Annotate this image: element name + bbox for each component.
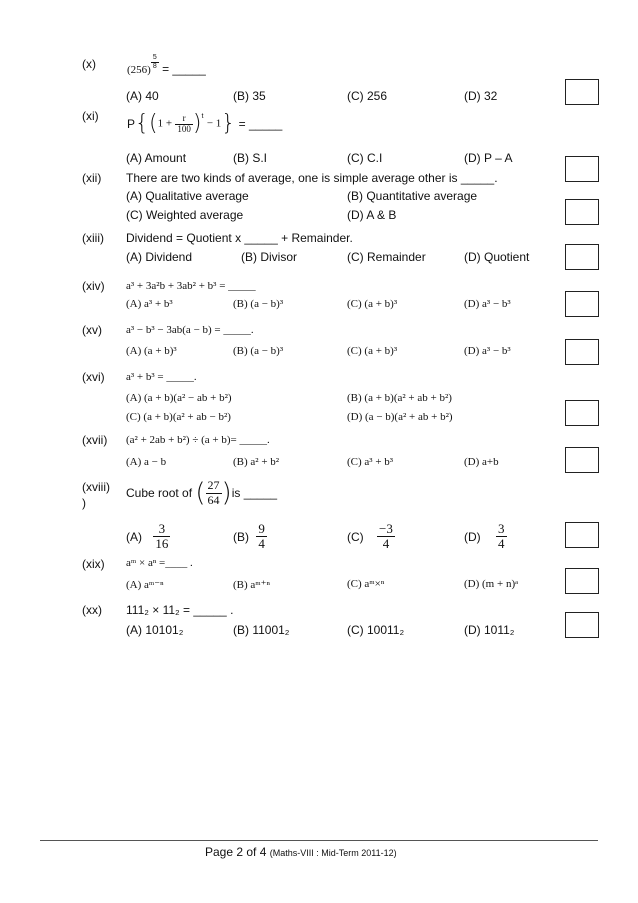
- frac-numerator: r: [175, 114, 193, 125]
- answer-box[interactable]: [565, 156, 599, 182]
- base: (256): [127, 64, 151, 76]
- frac-denominator: 100: [177, 123, 191, 134]
- option-fraction: [377, 522, 395, 552]
- option-c: (C) (a + b)³: [347, 345, 398, 357]
- answer-box[interactable]: [565, 612, 599, 638]
- frac-numerator: 3: [153, 522, 170, 537]
- question-number: (xx): [82, 603, 102, 617]
- answer-box[interactable]: [565, 339, 599, 365]
- option-d: (D) 32: [464, 89, 498, 103]
- answer-box[interactable]: [565, 199, 599, 225]
- option-b: (B) aᵐ⁺ⁿ: [233, 579, 270, 591]
- option-d: (D) Quotient: [464, 250, 530, 264]
- page-number: Page 2 of 4: [205, 845, 267, 859]
- blank: = _____: [162, 62, 206, 76]
- option-label: (A): [126, 529, 142, 544]
- answer-box[interactable]: [565, 568, 599, 594]
- option-a: (A) (a + b)³: [126, 345, 177, 357]
- option-d: (D) A & B: [347, 208, 397, 222]
- question-text: Dividend = Quotient x _____ + Remainder.: [126, 231, 353, 245]
- option-c: [347, 522, 395, 552]
- option-b: (B) (a − b)³: [233, 298, 284, 310]
- option-d: (D) a+b: [464, 456, 499, 468]
- question-number: (xvii): [82, 433, 108, 447]
- option-b: (B) 11001₂: [233, 623, 290, 637]
- option-a: (A) a − b: [126, 456, 167, 468]
- option-a: (A) Qualitative average: [126, 189, 249, 203]
- question-number: (xviii): [82, 480, 110, 494]
- option-a: (A) aᵐ⁻ⁿ: [126, 579, 164, 591]
- option-c: (C) (a + b)(a² + ab − b²): [126, 411, 231, 423]
- frac-numerator: 9: [258, 521, 265, 536]
- option-label: (B): [233, 529, 249, 544]
- option-b: (B) Quantitative average: [347, 189, 478, 203]
- answer-box[interactable]: [565, 400, 599, 426]
- option-b: (B) (a − b)³: [233, 345, 284, 357]
- option-c: (C) 256: [347, 89, 388, 103]
- option-c: (C) Weighted average: [126, 208, 244, 222]
- one-plus: 1 +: [157, 117, 173, 130]
- option-c: (C) aᵐ×ⁿ: [347, 578, 385, 590]
- footer-divider: [40, 840, 598, 841]
- question-text: (a² + 2ab + b²) ÷ (a + b)= _____.: [126, 434, 270, 446]
- page-footer: [205, 845, 397, 859]
- option-a: [126, 522, 170, 552]
- exp-numerator: 5: [152, 54, 157, 61]
- option-d: [464, 522, 507, 552]
- option-a: (A) Dividend: [126, 250, 193, 264]
- frac-denominator: 16: [155, 536, 169, 552]
- option-a: (A) 10101₂: [126, 623, 184, 637]
- question-number: (xiii): [82, 231, 104, 245]
- cube-fraction: [206, 479, 222, 506]
- option-d: (D) 1011₂: [464, 623, 515, 637]
- question-text: a³ + 3a²b + 3ab² + b³ = _____: [126, 280, 256, 292]
- option-a: (A) a³ + b³: [126, 298, 173, 310]
- exponent: t: [201, 113, 204, 120]
- option-c: (C) Remainder: [347, 250, 426, 264]
- rate-fraction: [175, 114, 193, 135]
- question-text: aᵐ × aⁿ =____ .: [126, 557, 193, 569]
- option-c: (C) C.I: [347, 151, 383, 165]
- option-d: (D) (m + n)ᵃ: [464, 578, 519, 590]
- option-label: (C): [347, 529, 364, 544]
- principal: P: [127, 117, 136, 131]
- option-a: (A) Amount: [126, 151, 187, 165]
- question-text: 111₂ × 11₂ = _____ .: [126, 603, 234, 617]
- question-text: [127, 54, 206, 76]
- option-b: [233, 522, 267, 552]
- frac-numerator: 27: [207, 478, 220, 493]
- option-a: (A) (a + b)(a² − ab + b²): [126, 392, 232, 404]
- option-d: (D) P – A: [464, 151, 513, 165]
- question-number: (xii): [82, 171, 102, 185]
- frac-denominator: 4: [498, 536, 505, 552]
- answer-box[interactable]: [565, 447, 599, 473]
- question-text: P{(1 + $\frac{r}{100}$ )$^t$ − 1} = _____: [127, 111, 283, 136]
- minus-one: − 1: [206, 117, 222, 130]
- option-fraction: [496, 522, 507, 552]
- answer-box[interactable]: [565, 244, 599, 270]
- question-number: (xiv): [82, 279, 105, 293]
- frac-numerator: 3: [498, 521, 505, 536]
- option-b: (B) Divisor: [241, 250, 297, 264]
- exp-denominator: 8: [152, 62, 157, 70]
- blank: is _____: [231, 486, 278, 500]
- question-text: a³ − b³ − 3ab(a − b) = _____.: [126, 324, 254, 336]
- question-text: There are two kinds of average, one is simple average other is _____.: [126, 171, 498, 185]
- option-fraction: [256, 522, 267, 552]
- question-number: (xi): [82, 109, 99, 123]
- option-b: (B) 35: [233, 89, 266, 103]
- question-text: a³ + b³ = _____.: [126, 371, 197, 383]
- option-b: (B) a² + b²: [233, 456, 280, 468]
- question-text: Cube root of ( $\frac{27}{64}$ )is _____: [126, 478, 278, 508]
- question-number: (xix): [82, 557, 105, 571]
- option-d: (D) a³ − b³: [464, 298, 511, 310]
- option-d: (D) a³ − b³: [464, 345, 511, 357]
- option-a: (A) 40: [126, 89, 159, 103]
- frac-numerator: −3: [379, 521, 393, 536]
- exponent-fraction: [151, 54, 159, 70]
- question-number: (xv): [82, 323, 102, 337]
- option-fraction: [153, 522, 170, 552]
- option-c: (C) 10011₂: [347, 623, 405, 637]
- option-b: (B) (a + b)(a² + ab + b²): [347, 392, 452, 404]
- answer-box[interactable]: [565, 522, 599, 548]
- option-c: (C) a³ + b³: [347, 456, 394, 468]
- option-label: (D): [464, 529, 481, 544]
- option-b: (B) S.I: [233, 151, 268, 165]
- question-number: (x): [82, 57, 96, 71]
- answer-box[interactable]: [565, 291, 599, 317]
- answer-box[interactable]: [565, 79, 599, 105]
- blank: = _____: [238, 117, 283, 131]
- exam-info: (Maths-VIII : Mid-Term 2011-12): [269, 848, 397, 858]
- frac-denominator: 4: [258, 536, 265, 552]
- frac-denominator: 64: [207, 492, 220, 507]
- question-number: (xvi): [82, 370, 105, 384]
- question-prefix: Cube root of: [126, 486, 193, 500]
- option-c: (C) (a + b)³: [347, 298, 398, 310]
- frac-denominator: 4: [382, 536, 390, 552]
- option-d: (D) (a − b)(a² + ab + b²): [347, 411, 453, 423]
- question-number-cont: ): [82, 496, 86, 510]
